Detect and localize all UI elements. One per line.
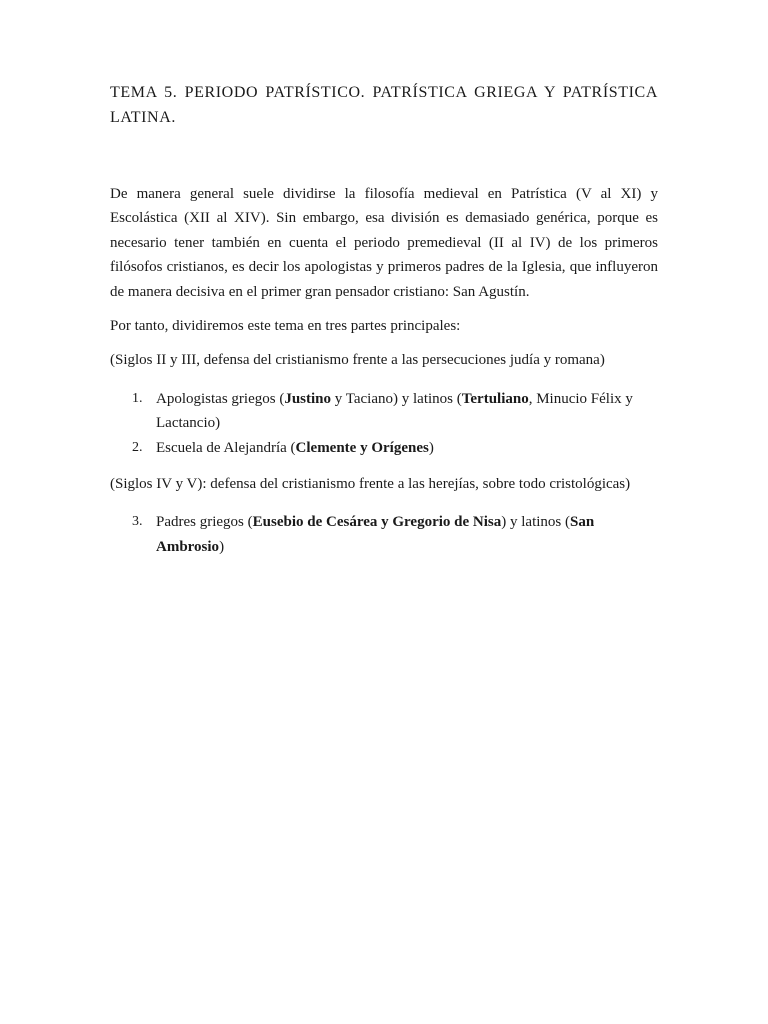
list-text: Padres griegos ( <box>156 514 253 531</box>
list-text: ) <box>219 538 225 555</box>
list-text: Escuela de Alejandría ( <box>156 439 296 456</box>
list-number: 1. <box>132 390 143 406</box>
intro-paragraph: De manera general suele dividirse la filosofía medieval en Patrística (V al XI) y Escolástica (XII al XIV). Sin embargo, esa división es demasiado genérica, porque es necesario tener también en cuenta el periodo premedieval (II al IV) de los primeros filósofos cristianos, es decir los apologistas y primeros padres de la Iglesia, que influyeron de manera decisiva en el primer gran pensador cristiano: San Agustín. <box>110 186 658 300</box>
list-number: 2. <box>132 439 143 455</box>
list-text: ) y latinos ( <box>501 514 571 531</box>
list-bold-text: Tertuliano <box>461 390 529 407</box>
list-bold-text: Clemente y Orígenes <box>295 439 429 456</box>
list-item <box>110 387 658 436</box>
list-bold-text: Eusebio de Cesárea y Gregorio de Nisa <box>252 514 502 531</box>
list-text: ) <box>428 439 434 456</box>
list-text: y Taciano) y latinos ( <box>331 390 462 407</box>
division-sentence: Por tanto, dividiremos este tema en tres partes principales: <box>110 318 461 335</box>
list-item <box>110 436 658 460</box>
list-number: 3. <box>132 514 143 530</box>
list-item <box>110 510 658 559</box>
list-bold-text: Justino <box>284 390 332 407</box>
ordered-list-apologistas <box>110 387 658 460</box>
list-text: , Minucio Félix y Lactancio) <box>156 390 633 432</box>
list-text: Apologistas griegos ( <box>156 390 285 407</box>
section-heading-siglos-ii-iii: (Siglos II y III, defensa del cristianismo frente a las persecuciones judía y romana) <box>110 352 605 369</box>
list-bold-text: San Ambrosio <box>156 514 595 555</box>
document-title: TEMA 5. PERIODO PATRÍSTICO. PATRÍSTICA GRIEGA Y PATRÍSTICA LATINA. <box>110 84 658 126</box>
ordered-list-padres <box>110 510 658 559</box>
document-page <box>110 80 658 571</box>
section-heading-siglos-iv-v: (Siglos IV y V): defensa del cristianismo frente a las herejías, sobre todo cristológicas) <box>110 476 631 493</box>
